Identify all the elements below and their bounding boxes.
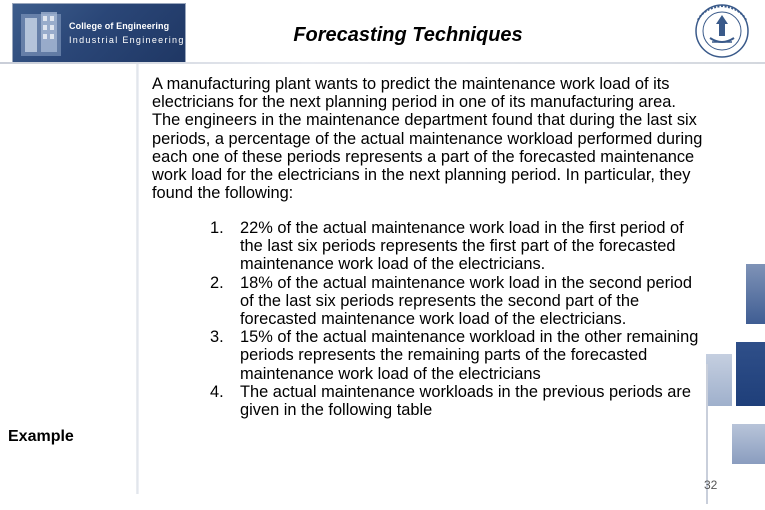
deco-block [746, 264, 765, 324]
list-item-text: The actual maintenance workloads in the previous periods are given in the following table [240, 382, 691, 420]
list-item [208, 219, 708, 274]
list-number: 4. [210, 382, 224, 401]
problem-paragraph: A manufacturing plant wants to predict the maintenance work load of its electricians for the next planning period in one of its manufacturing area. The engineers in the maintenance department found that during the last six periods, a percentage of the actual maintenance workload performed during each one of these periods represents a part of the forecasted maintenance work load for the electricians in the next planning period. In particular, they found the following: [152, 75, 703, 203]
deco-block [706, 354, 732, 406]
left-sidebar [0, 64, 136, 510]
list-number: 3. [210, 328, 224, 347]
logo-department-text: Industrial Engineering [69, 35, 185, 45]
logo-college-text: College of Engineering [69, 21, 170, 31]
list-item-text: 22% of the actual maintenance work load in the first period of the last six periods represents the first part of the forecasted maintenance work load of the electricians. [240, 219, 684, 274]
list-item-text: 15% of the actual maintenance workload in the other remaining periods represents the remaining parts of the forecasted maintenance work load of the electricians [240, 328, 699, 383]
list-item [208, 274, 708, 329]
page-number: 32 [704, 478, 718, 492]
list-item-text: 18% of the actual maintenance work load in the second period of the last six periods represents the second part of the forecasted maintenance work load of the electricians. [240, 273, 692, 329]
deco-block [736, 342, 765, 406]
sidebar-divider [136, 64, 139, 494]
slide-title: Forecasting Techniques [293, 24, 523, 46]
slide-header [0, 0, 765, 64]
example-label: Example [8, 428, 74, 445]
university-seal-icon [684, 2, 760, 60]
college-logo [12, 3, 186, 63]
findings-list [208, 219, 708, 419]
list-item [208, 328, 708, 383]
deco-block [732, 424, 765, 464]
list-item [208, 383, 708, 419]
list-number: 2. [210, 273, 224, 292]
right-decoration [706, 64, 765, 510]
building-icon [19, 8, 63, 58]
list-number: 1. [210, 219, 224, 237]
